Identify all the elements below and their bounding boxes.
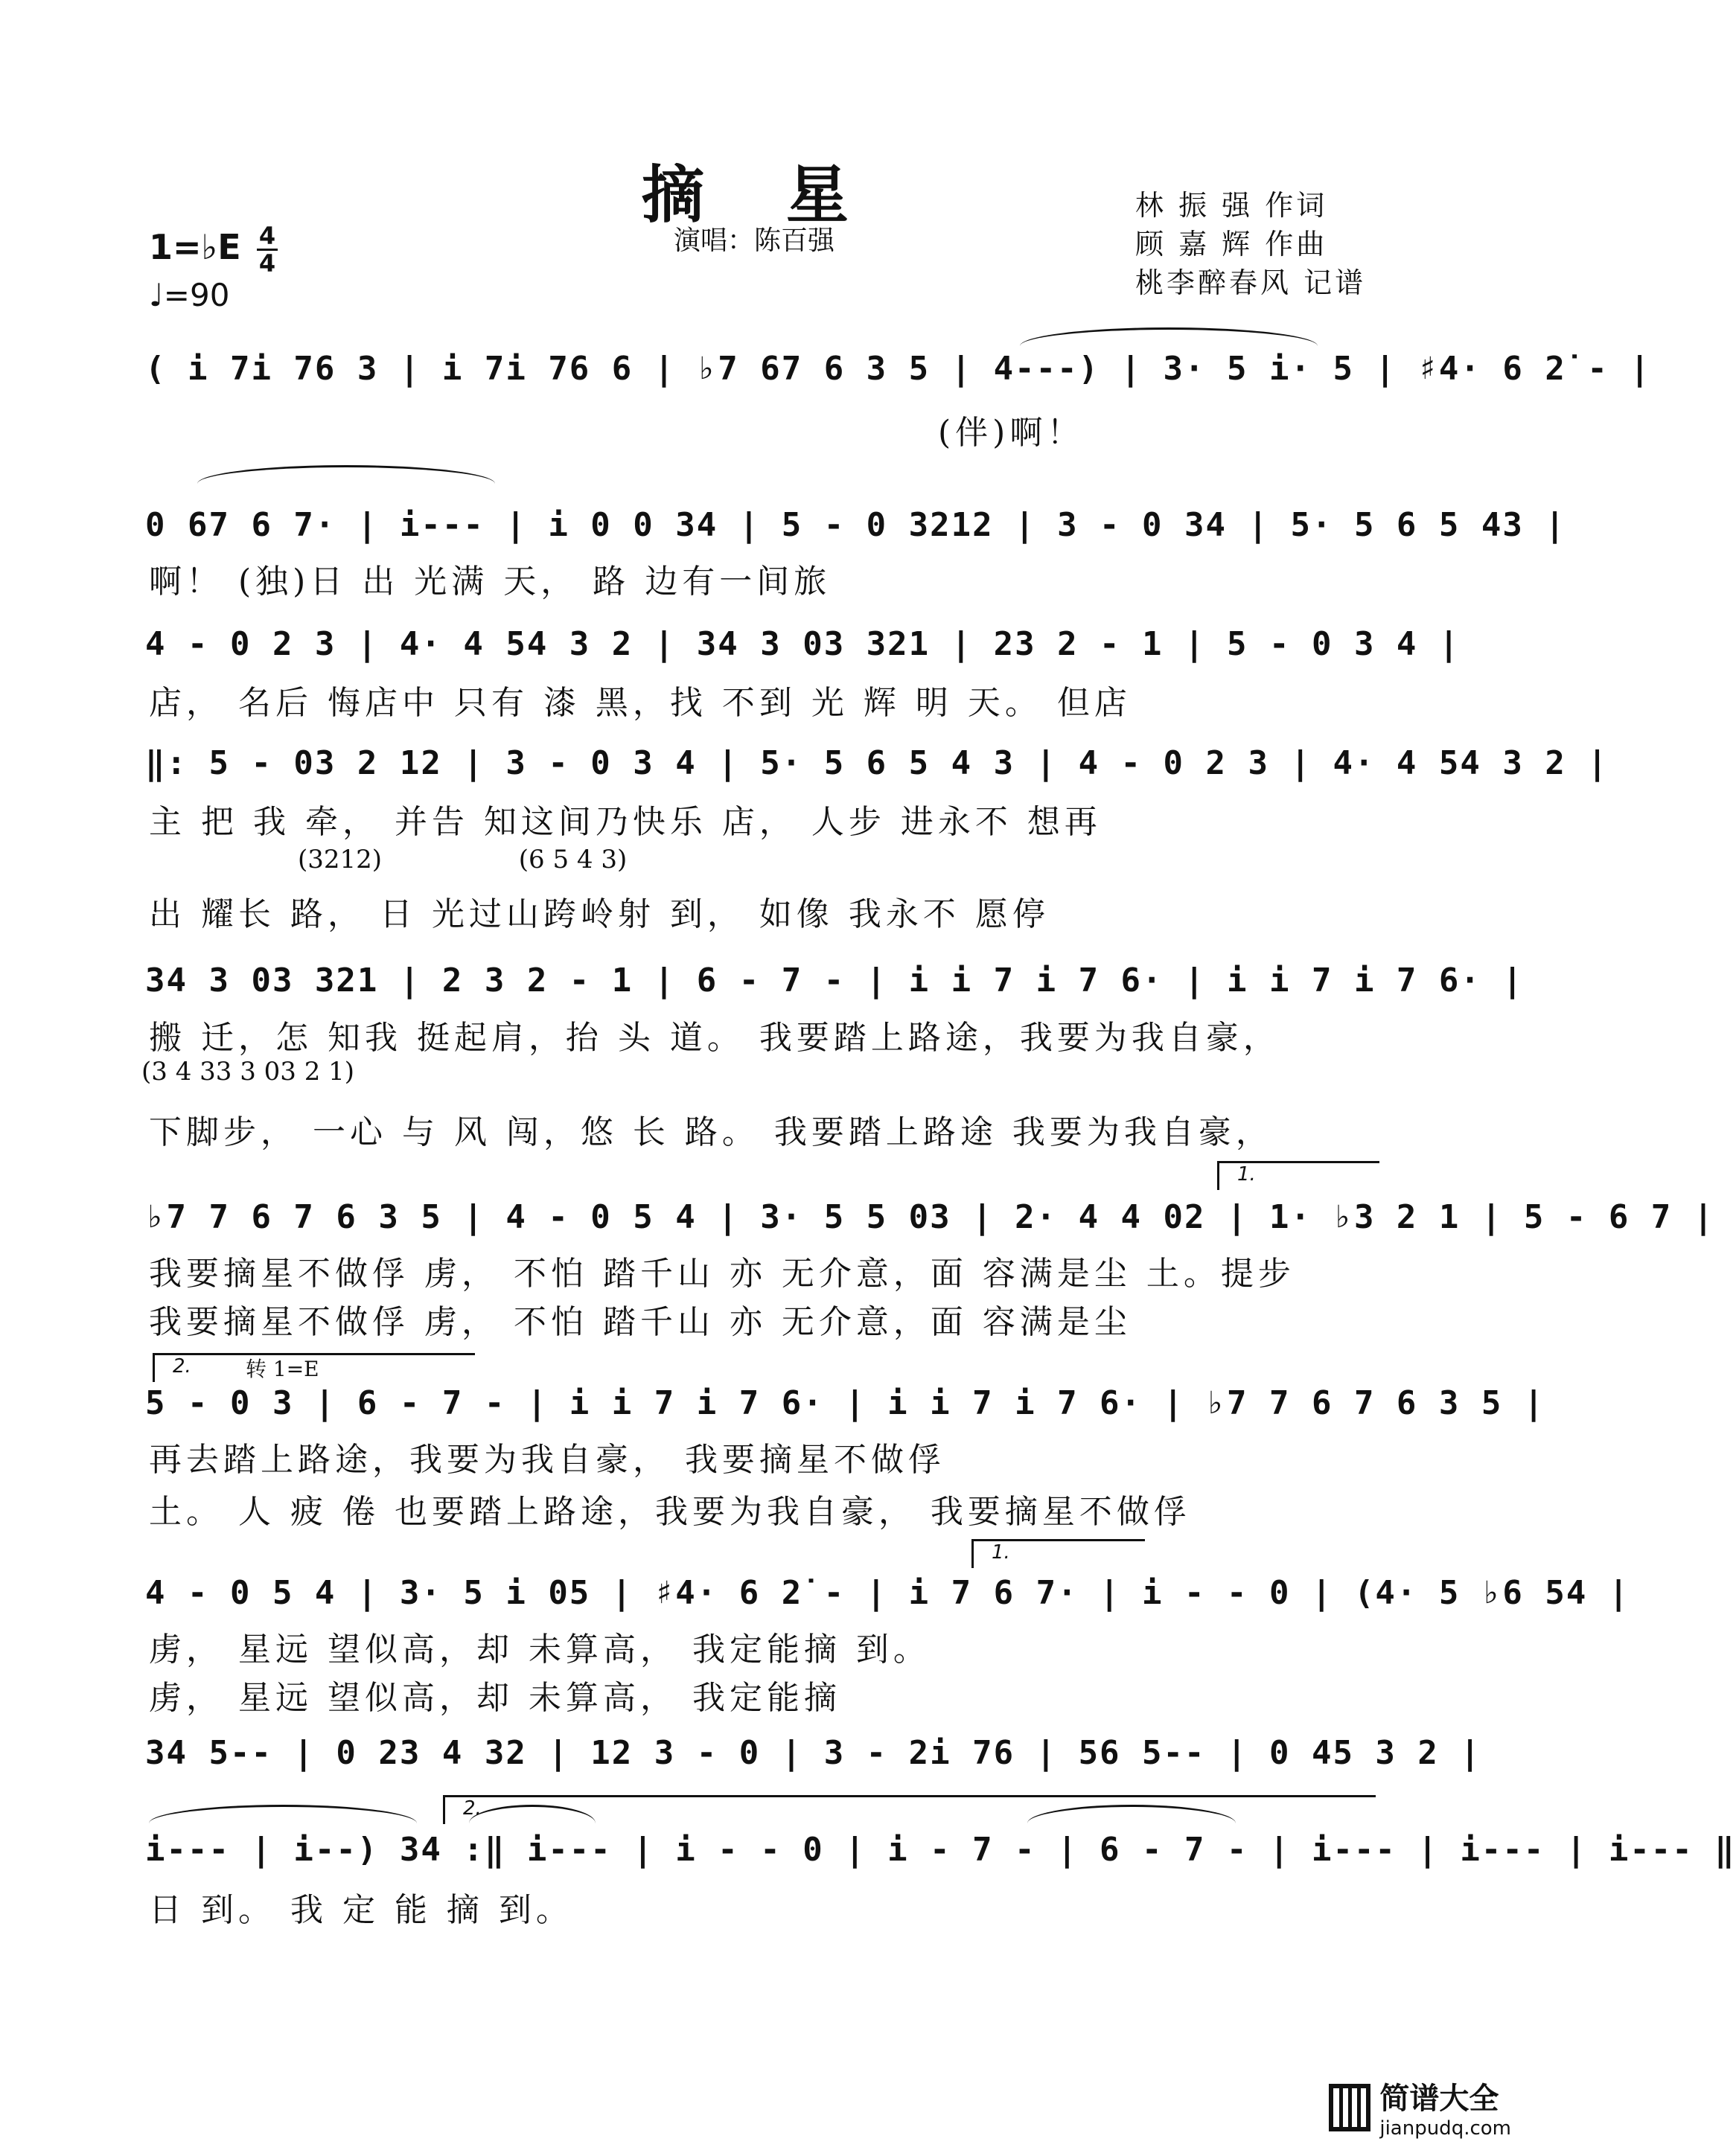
variant-notes-row-4: (3212) (6 5 4 3)	[298, 845, 628, 874]
time-signature	[257, 223, 278, 276]
watermark-url: jianpudq.com	[1379, 2117, 1511, 2140]
composer-credit: 顾 嘉 辉 作曲	[1135, 228, 1328, 260]
tempo-marking: ♩=90	[149, 277, 230, 313]
key-signature: 1=♭E	[149, 227, 241, 267]
site-watermark	[1329, 2075, 1511, 2140]
lyric-row-5b: 下脚步， 一心 与 风 闯，悠 长 路。 我要踏上路途 我要为我自豪，	[149, 1113, 1273, 1151]
lyric-row-2: 啊！ (独)日 出 光满 天， 路 边有一间旅	[149, 563, 832, 601]
slur	[1020, 327, 1318, 346]
notation-row-10: i--- | i--) 34 :‖ i--- | i - - 0 | i - 7 - | 6 - 7 - | i--- | i--- | i--- ‖	[145, 1831, 1736, 1869]
lyric-row-6b: 我要摘星不做俘 虏， 不怕 踏千山 亦 无介意，面 容满是尘	[149, 1303, 1132, 1341]
tie	[149, 1805, 417, 1823]
notation-row-8: 4 - 0 5 4 | 3· 5 i 05 | ♯4· 6 2̇ - | i 7 6 7· | i - - 0 | (4· 5 ♭6 54 |	[145, 1574, 1630, 1612]
notation-row-9: 34 5-- | 0 23 4 32 | 12 3 - 0 | 3 - 2i 76 | 56 5-- | 0 45 3 2 |	[145, 1734, 1481, 1772]
timesig-top: 4	[258, 222, 276, 250]
singer-credit: 演唱：陈百强	[674, 225, 835, 256]
lyric-row-7b: 土。 人 疲 倦 也要踏上路途，我要为我自豪， 我要摘星不做俘	[149, 1493, 1191, 1531]
notation-row-6: ♭7 7 6 7 6 3 5 | 4 - 0 5 4 | 3· 5 5 03 | 2· 4 4 02 | 1· ♭3 2 1 | 5 - 6 7 |	[145, 1198, 1715, 1236]
lyricist-credit: 林 振 强 作词	[1135, 189, 1328, 222]
song-title: 摘星	[642, 158, 931, 231]
lyric-row-10: 日 到。 我 定 能 摘 到。	[149, 1891, 573, 1929]
ending-label: 2.	[463, 1797, 482, 1820]
slur	[197, 465, 495, 484]
lyric-row-1: (伴)啊！	[938, 414, 1085, 452]
ending-label: 1.	[992, 1541, 1010, 1564]
lyric-row-5a: 搬 迁，怎 知我 挺起肩，抬 头 道。 我要踏上路途，我要为我自豪，	[149, 1019, 1280, 1057]
ending-label: 2.	[173, 1355, 191, 1378]
lyric-row-7a: 再去踏上路途，我要为我自豪， 我要摘星不做俘	[149, 1441, 945, 1479]
notation-row-3: 4 - 0 2 3 | 4· 4 54 3 2 | 34 3 03 321 | 23 2 - 1 | 5 - 0 3 4 |	[145, 625, 1461, 663]
notation-row-1: ( i 7i 76 3 | i 7i 76 6 | ♭7 67 6 3 5 | 4---) | 3· 5 i· 5 | ♯4· 6 2̇ - |	[145, 350, 1651, 388]
first-ending-bracket	[1217, 1161, 1379, 1190]
first-ending-bracket	[971, 1539, 1145, 1568]
lyric-row-4b: 出 耀长 路， 日 光过山跨岭射 到， 如像 我永不 愿停	[149, 895, 1050, 933]
lyric-row-3: 店， 名后 悔店中 只有 漆 黑，找 不到 光 辉 明 天。 但店	[149, 684, 1132, 722]
transcriber-credit: 桃李醉春风 记谱	[1135, 266, 1367, 299]
notation-row-4: ‖: 5 - 03 2 12 | 3 - 0 3 4 | 5· 5 6 5 4 3 | 4 - 0 2 3 | 4· 4 54 3 2 |	[145, 744, 1609, 782]
lyric-row-4a: 主 把 我 牵， 并告 知这间乃快乐 店， 人步 进永不 想再	[149, 803, 1102, 841]
piano-logo-icon	[1329, 2084, 1370, 2131]
notation-row-7: 5 - 0 3 | 6 - 7 - | i i 7 i 7 6· | i i 7 i 7 6· | ♭7 7 6 7 6 3 5 |	[145, 1384, 1545, 1422]
variant-notes-row-5: (3 4 33 3 03 2 1)	[141, 1057, 355, 1087]
lyric-row-6a: 我要摘星不做俘 虏， 不怕 踏千山 亦 无介意，面 容满是尘 土。提步	[149, 1255, 1295, 1293]
lyric-row-8b: 虏， 星远 望似高，却 未算高， 我定能摘	[149, 1679, 841, 1717]
credits-block	[1135, 186, 1366, 302]
lyric-row-8a: 虏， 星远 望似高，却 未算高， 我定能摘 到。	[149, 1631, 931, 1669]
timesig-bottom: 4	[258, 249, 276, 278]
ending-label: 1.	[1237, 1163, 1256, 1186]
watermark-name: 简谱大全	[1379, 2082, 1499, 2116]
modulation-marking: 转 1=E	[246, 1357, 319, 1381]
notation-row-5: 34 3 03 321 | 2 3 2 - 1 | 6 - 7 - | i i 7 i 7 6· | i i 7 i 7 6· |	[145, 962, 1524, 999]
notation-row-2: 0 67 6 7· | i--- | i 0 0 34 | 5 - 0 3212 | 3 - 0 34 | 5· 5 6 5 43 |	[145, 506, 1566, 544]
